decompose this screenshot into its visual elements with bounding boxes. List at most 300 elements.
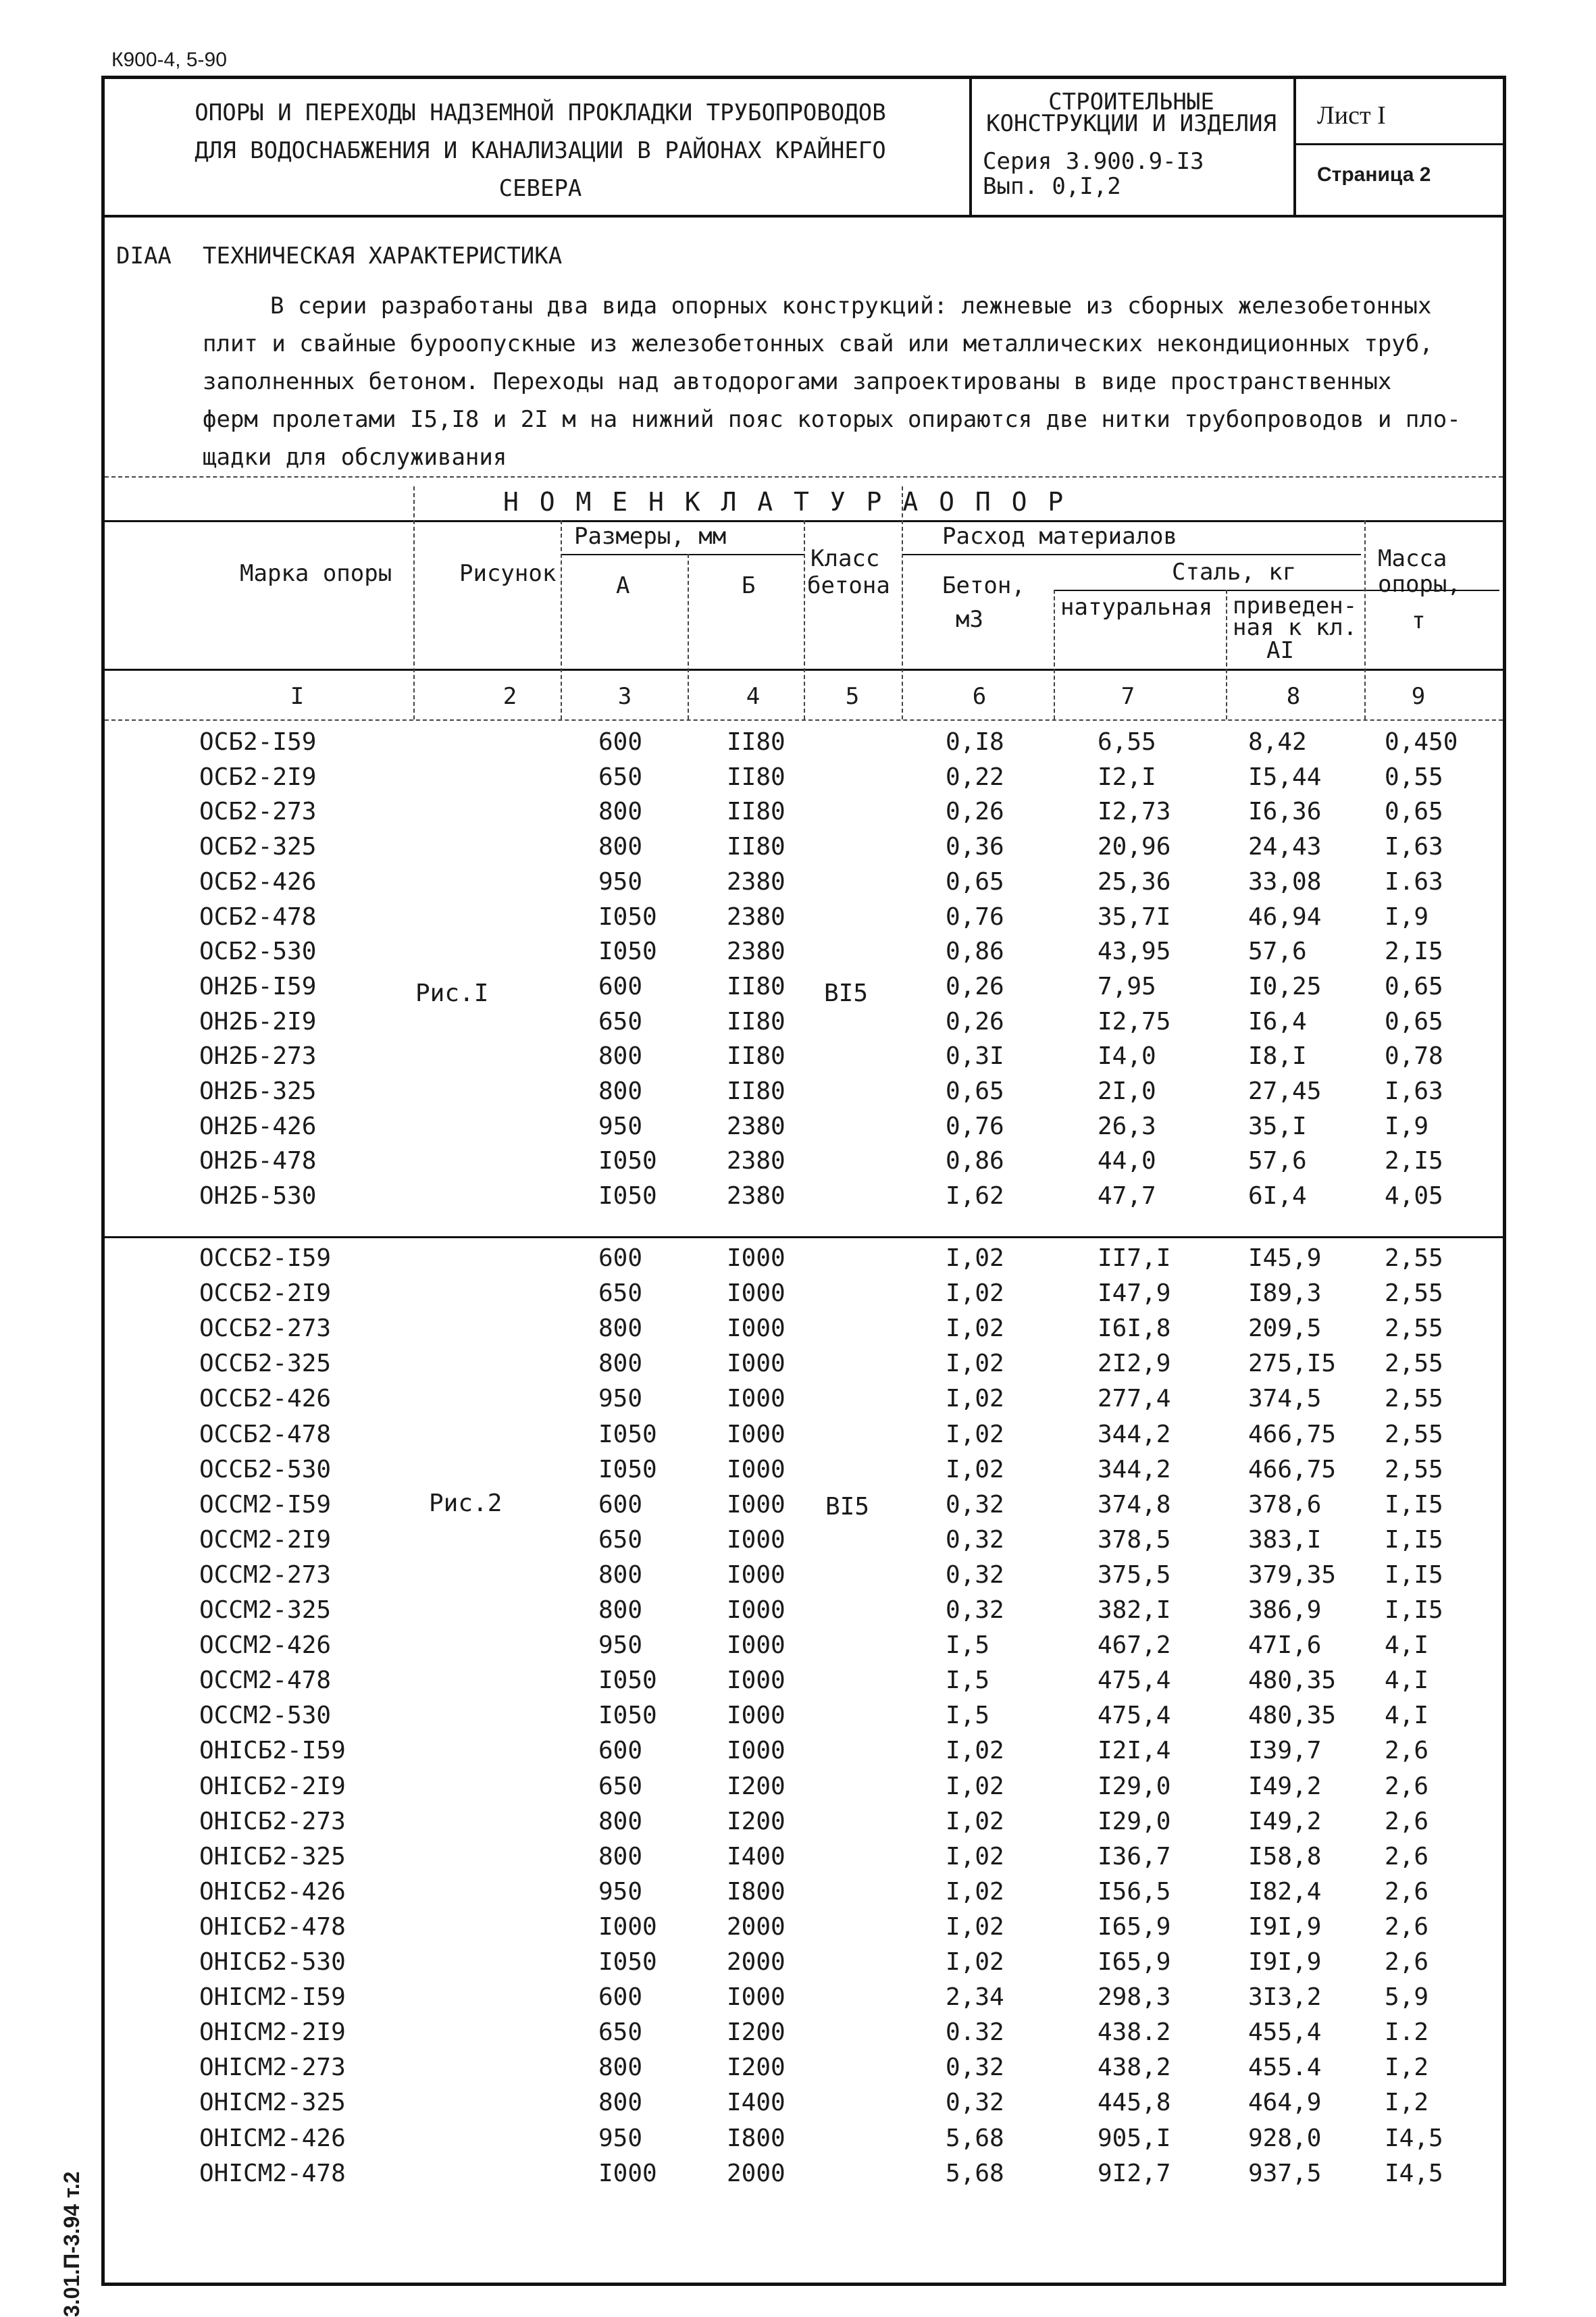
cell-a: 950 xyxy=(598,1112,643,1140)
cell-steel-natural: 445,8 xyxy=(1098,2089,1171,2117)
table-row xyxy=(0,798,1596,833)
cell-steel-natural: 44,0 xyxy=(1098,1147,1156,1175)
cell-b: II80 xyxy=(727,798,786,826)
table-row xyxy=(0,1808,1596,1843)
table-row xyxy=(0,1596,1596,1631)
cell-mark: ОНIСБ2-426 xyxy=(199,1877,346,1906)
cell-mass: 2,6 xyxy=(1385,1772,1429,1800)
cell-mass: 4,I xyxy=(1385,1702,1429,1730)
cell-steel-natural: I47,9 xyxy=(1098,1279,1171,1308)
cell-b: I000 xyxy=(727,1737,786,1765)
cell-b: II80 xyxy=(727,833,786,861)
cell-a: 800 xyxy=(598,798,643,826)
cell-b: I800 xyxy=(727,2124,786,2152)
cell-steel-natural: I65,9 xyxy=(1098,1912,1171,1941)
cell-a: 600 xyxy=(598,1244,643,1272)
table-row xyxy=(0,1948,1596,1983)
cell-b: 2380 xyxy=(727,1147,786,1175)
header-reduced: ная к кл. xyxy=(1233,614,1358,641)
cell-a: I050 xyxy=(598,1182,657,1211)
cell-steel-reduced: 57,6 xyxy=(1248,1147,1307,1175)
cell-steel-natural: I36,7 xyxy=(1098,1842,1171,1870)
cell-steel-reduced: 57,6 xyxy=(1248,938,1307,966)
cell-mark: ОН2Б-2I9 xyxy=(199,1007,317,1036)
cell-concrete: I,02 xyxy=(946,1842,1004,1870)
cell-b: I200 xyxy=(727,1772,786,1800)
cell-mark: ОН2Б-325 xyxy=(199,1077,317,1105)
cell-concrete: I,02 xyxy=(946,1912,1004,1941)
cell-a: I050 xyxy=(598,1666,657,1695)
cell-mark: ОСБ2-I59 xyxy=(199,728,317,756)
cell-concrete: 0,26 xyxy=(946,798,1004,826)
cell-mark: ОССМ2-273 xyxy=(199,1560,332,1589)
cell-a: 800 xyxy=(598,2089,643,2117)
cell-mass: 2,55 xyxy=(1385,1420,1443,1448)
cell-steel-reduced: 35,I xyxy=(1248,1112,1307,1140)
cell-mark: ОССБ2-I59 xyxy=(199,1244,332,1272)
cell-mass: I,2 xyxy=(1385,2089,1429,2117)
cell-steel-reduced: 3I3,2 xyxy=(1248,1983,1322,2012)
cell-steel-natural: I29,0 xyxy=(1098,1807,1171,1835)
cell-concrete: I,02 xyxy=(946,1948,1004,1976)
cell-mark: ОН2Б-530 xyxy=(199,1182,317,1211)
cell-steel-natural: 47,7 xyxy=(1098,1182,1156,1211)
table-row xyxy=(0,1561,1596,1596)
cell-concrete: 0,76 xyxy=(946,1112,1004,1140)
table-row xyxy=(0,1147,1596,1182)
header-steel: Сталь, кг xyxy=(1172,559,1297,586)
cell-b: I000 xyxy=(727,1596,786,1624)
cell-mass: 2,6 xyxy=(1385,1807,1429,1835)
cell-mark: ОССБ2-530 xyxy=(199,1455,332,1483)
cell-a: 800 xyxy=(598,1560,643,1589)
cell-steel-reduced: I49,2 xyxy=(1248,1772,1322,1800)
col-sep xyxy=(1054,590,1055,719)
cell-steel-reduced: 455,4 xyxy=(1248,2018,1322,2047)
cell-steel-reduced: I45,9 xyxy=(1248,1244,1322,1272)
table-row xyxy=(0,1843,1596,1878)
stamp-divider xyxy=(1293,76,1296,215)
cell-mark: ОНIСМ2-325 xyxy=(199,2089,346,2117)
header-mass: опоры, xyxy=(1378,571,1461,598)
cell-b: I000 xyxy=(727,1983,786,2012)
cell-concrete: 2,34 xyxy=(946,1983,1004,2012)
cell-steel-natural: 9I2,7 xyxy=(1098,2159,1171,2187)
cell-b: I400 xyxy=(727,1842,786,1870)
table-row xyxy=(0,1008,1596,1043)
cell-concrete: 0,32 xyxy=(946,2089,1004,2117)
cell-mass: I4,5 xyxy=(1385,2124,1443,2152)
cell-mark: ОССМ2-I59 xyxy=(199,1490,332,1519)
cell-steel-reduced: I9I,9 xyxy=(1248,1912,1322,1941)
page-number: Страница 2 xyxy=(1317,163,1431,186)
col-number: I xyxy=(290,683,305,710)
header-concrete-unit: м3 xyxy=(956,606,983,633)
cell-steel-reduced: 374,5 xyxy=(1248,1385,1322,1413)
header-reduced: приведен- xyxy=(1233,592,1358,619)
stamp-title-line: СЕВЕРА xyxy=(498,175,582,202)
table-row xyxy=(0,2089,1596,2124)
table-row xyxy=(0,1913,1596,1948)
col-number: 6 xyxy=(972,683,987,710)
cell-steel-natural: I2,73 xyxy=(1098,798,1171,826)
table-row xyxy=(0,1077,1596,1113)
table-row xyxy=(0,1315,1596,1350)
cell-concrete: I,02 xyxy=(946,1737,1004,1765)
cell-steel-reduced: 928,0 xyxy=(1248,2124,1322,2152)
cell-steel-reduced: 8,42 xyxy=(1248,728,1307,756)
cell-mark: ОСБ2-273 xyxy=(199,798,317,826)
cell-steel-natural: 438.2 xyxy=(1098,2018,1171,2047)
cell-steel-natural: II7,I xyxy=(1098,1244,1171,1272)
cell-concrete: I,5 xyxy=(946,1631,990,1660)
cell-mark: ОН2Б-273 xyxy=(199,1042,317,1071)
paragraph-line: ферм пролетами I5,I8 и 2I м на нижний пояс которых опираются две нитки трубопроводов и пло- xyxy=(203,406,1461,433)
cell-steel-natural: I2,I xyxy=(1098,763,1156,791)
cell-a: 800 xyxy=(598,1042,643,1071)
cell-a: I050 xyxy=(598,1420,657,1448)
cell-mark: ОССМ2-325 xyxy=(199,1596,332,1624)
cell-concrete: 0.32 xyxy=(946,2018,1004,2047)
cell-steel-reduced: 466,75 xyxy=(1248,1420,1337,1448)
cell-concrete: 0,32 xyxy=(946,1490,1004,1519)
cell-steel-reduced: 386,9 xyxy=(1248,1596,1322,1624)
col-sep xyxy=(688,554,689,719)
cell-steel-reduced: 46,94 xyxy=(1248,902,1322,931)
header-mass-unit: т xyxy=(1412,607,1426,634)
cell-mark: ОСБ2-325 xyxy=(199,833,317,861)
cell-steel-reduced: 455.4 xyxy=(1248,2054,1322,2082)
cell-b: I000 xyxy=(727,1631,786,1660)
sheet-number: Лист I xyxy=(1317,101,1386,130)
cell-mark: ОН2Б-426 xyxy=(199,1112,317,1140)
cell-steel-reduced: 480,35 xyxy=(1248,1666,1337,1695)
table-caption: Н О М Е Н К Л А Т У Р А О П О Р xyxy=(503,487,1066,517)
cell-steel-reduced: 24,43 xyxy=(1248,833,1322,861)
cell-b: I000 xyxy=(727,1560,786,1589)
cell-steel-natural: I29,0 xyxy=(1098,1772,1171,1800)
cell-a: 800 xyxy=(598,1842,643,1870)
cell-mass: 2,I5 xyxy=(1385,938,1443,966)
description-paragraph xyxy=(203,287,1486,476)
cell-mark: ОН2Б-478 xyxy=(199,1147,317,1175)
cell-mass: 2,6 xyxy=(1385,1842,1429,1870)
cell-mass: 2,I5 xyxy=(1385,1147,1443,1175)
cell-mass: 4,I xyxy=(1385,1631,1429,1660)
cell-concrete: I,02 xyxy=(946,1244,1004,1272)
table-row xyxy=(0,1042,1596,1077)
cell-steel-natural: I65,9 xyxy=(1098,1948,1171,1976)
cell-b: I000 xyxy=(727,1315,786,1343)
cell-mass: 0,65 xyxy=(1385,1007,1443,1036)
cell-steel-natural: 7,95 xyxy=(1098,972,1156,1000)
cell-concrete: I,02 xyxy=(946,1315,1004,1343)
cell-steel-natural: 467,2 xyxy=(1098,1631,1171,1660)
cell-steel-reduced: I49,2 xyxy=(1248,1807,1322,1835)
cell-concrete: I,62 xyxy=(946,1182,1004,1211)
cell-mass: I,63 xyxy=(1385,833,1443,861)
cell-steel-natural: 475,4 xyxy=(1098,1666,1171,1695)
cell-mark: ОНIСБ2-2I9 xyxy=(199,1772,346,1800)
cell-a: 600 xyxy=(598,728,643,756)
cell-a: I000 xyxy=(598,1912,657,1941)
cell-mark: ОССБ2-478 xyxy=(199,1420,332,1448)
table-row xyxy=(0,1421,1596,1456)
cell-mass: 2,55 xyxy=(1385,1244,1443,1272)
col-number: 5 xyxy=(845,683,860,710)
cell-b: I000 xyxy=(727,1490,786,1519)
cell-b: I000 xyxy=(727,1244,786,1272)
cell-b: II80 xyxy=(727,972,786,1000)
cell-mark: ОССМ2-426 xyxy=(199,1631,332,1660)
cell-concrete: I,02 xyxy=(946,1350,1004,1378)
rule xyxy=(105,476,1503,478)
header-materials: Расход материалов xyxy=(942,523,1177,550)
header-b: Б xyxy=(742,572,756,599)
cell-b: 2380 xyxy=(727,902,786,931)
table-rule xyxy=(105,1236,1503,1238)
col-sep xyxy=(1364,520,1366,719)
cell-mass: I,I5 xyxy=(1385,1490,1443,1519)
cell-a: I050 xyxy=(598,1948,657,1976)
cell-mass: 2,6 xyxy=(1385,1912,1429,1941)
cell-mass: 0,450 xyxy=(1385,728,1458,756)
cell-steel-natural: 26,3 xyxy=(1098,1112,1156,1140)
cell-mass: 2,55 xyxy=(1385,1455,1443,1483)
table-row xyxy=(0,1526,1596,1561)
cell-a: I050 xyxy=(598,938,657,966)
stamp-series: Серия 3.900.9-I3 xyxy=(983,148,1204,175)
table-row xyxy=(0,1773,1596,1808)
col-sep xyxy=(413,486,415,719)
cell-steel-natural: I56,5 xyxy=(1098,1877,1171,1906)
cell-b: 2380 xyxy=(727,867,786,896)
cell-a: 600 xyxy=(598,972,643,1000)
col-number: 2 xyxy=(503,683,517,710)
stamp-divider xyxy=(969,76,972,215)
table-row xyxy=(0,1182,1596,1217)
header-class: Класс xyxy=(810,545,880,572)
group2-figure: Рис.2 xyxy=(429,1490,503,1517)
table-row xyxy=(0,1878,1596,1913)
cell-a: 600 xyxy=(598,1737,643,1765)
header-reduced: AI xyxy=(1266,637,1294,664)
cell-steel-natural: 2I,0 xyxy=(1098,1077,1156,1105)
cell-concrete: 0,32 xyxy=(946,1525,1004,1554)
cell-a: I000 xyxy=(598,2159,657,2187)
cell-b: I000 xyxy=(727,1525,786,1554)
col-number: 3 xyxy=(617,683,632,710)
cell-mark: ОССБ2-325 xyxy=(199,1350,332,1378)
table-row xyxy=(0,2124,1596,2160)
cell-concrete: I,02 xyxy=(946,1385,1004,1413)
cell-a: 950 xyxy=(598,1877,643,1906)
cell-b: 2000 xyxy=(727,1912,786,1941)
cell-steel-natural: 374,8 xyxy=(1098,1490,1171,1519)
cell-mark: ОССБ2-2I9 xyxy=(199,1279,332,1308)
cell-mass: 2,6 xyxy=(1385,1948,1429,1976)
cell-a: I050 xyxy=(598,1455,657,1483)
document-ref: К900-4, 5-90 xyxy=(111,49,227,71)
cell-steel-reduced: I6,4 xyxy=(1248,1007,1307,1036)
cell-b: I400 xyxy=(727,2089,786,2117)
table-row xyxy=(0,2018,1596,2054)
cell-a: 800 xyxy=(598,1807,643,1835)
cell-a: I050 xyxy=(598,1702,657,1730)
cell-mark: ОНIСБ2-I59 xyxy=(199,1737,346,1765)
cell-concrete: 0,32 xyxy=(946,2054,1004,2082)
cell-mass: I,9 xyxy=(1385,902,1429,931)
cell-mass: I,I5 xyxy=(1385,1525,1443,1554)
cell-a: I050 xyxy=(598,1147,657,1175)
stamp-issue: Вып. 0,I,2 xyxy=(983,173,1121,200)
table-row xyxy=(0,2054,1596,2089)
cell-steel-reduced: I82,4 xyxy=(1248,1877,1322,1906)
cell-concrete: 0,86 xyxy=(946,938,1004,966)
table-row xyxy=(0,1491,1596,1526)
stamp-divider xyxy=(1293,143,1506,145)
cell-concrete: 0,36 xyxy=(946,833,1004,861)
table-row xyxy=(0,728,1596,763)
cell-concrete: 0,32 xyxy=(946,1560,1004,1589)
cell-steel-reduced: 383,I xyxy=(1248,1525,1322,1554)
cell-a: 650 xyxy=(598,1525,643,1554)
cell-a: 600 xyxy=(598,1983,643,2012)
cell-steel-natural: 43,95 xyxy=(1098,938,1171,966)
group1-figure: Рис.I xyxy=(415,979,489,1007)
cell-steel-natural: 344,2 xyxy=(1098,1420,1171,1448)
cell-b: II80 xyxy=(727,728,786,756)
cell-mass: 0,65 xyxy=(1385,972,1443,1000)
cell-mass: I,I5 xyxy=(1385,1560,1443,1589)
table-rule xyxy=(561,554,804,555)
cell-b: I000 xyxy=(727,1420,786,1448)
cell-mark: ОССМ2-530 xyxy=(199,1702,332,1730)
cell-concrete: I,02 xyxy=(946,1772,1004,1800)
table-rule xyxy=(105,719,1503,721)
cell-steel-natural: 35,7I xyxy=(1098,902,1171,931)
paragraph-line: заполненных бетоном. Переходы над автодорогами запроектированы в виде пространственных xyxy=(203,368,1392,395)
cell-mark: ОСБ2-426 xyxy=(199,867,317,896)
cell-b: I000 xyxy=(727,1385,786,1413)
header-concrete: Бетон, xyxy=(942,572,1025,599)
cell-mark: ОНIСМ2-273 xyxy=(199,2054,346,2082)
cell-mark: ОНIСМ2-I59 xyxy=(199,1983,346,2012)
cell-steel-reduced: 466,75 xyxy=(1248,1455,1337,1483)
table-row xyxy=(0,1631,1596,1666)
cell-concrete: 5,68 xyxy=(946,2124,1004,2152)
cell-mass: 5,9 xyxy=(1385,1983,1429,2012)
cell-mark: ОССМ2-478 xyxy=(199,1666,332,1695)
cell-b: II80 xyxy=(727,763,786,791)
table-row xyxy=(0,1456,1596,1491)
cell-a: 650 xyxy=(598,1007,643,1036)
cell-concrete: 0,32 xyxy=(946,1596,1004,1624)
cell-b: I000 xyxy=(727,1455,786,1483)
cell-steel-reduced: I89,3 xyxy=(1248,1279,1322,1308)
table-row xyxy=(0,1702,1596,1737)
cell-steel-reduced: I9I,9 xyxy=(1248,1948,1322,1976)
cell-steel-natural: 382,I xyxy=(1098,1596,1171,1624)
cell-mass: 2,55 xyxy=(1385,1279,1443,1308)
paragraph-line: В серии разработаны два вида опорных конструкций: лежневые из сборных железобетонных xyxy=(270,292,1432,320)
col-number: 9 xyxy=(1411,683,1426,710)
header-sizes: Размеры, мм xyxy=(574,523,727,550)
cell-steel-reduced: I58,8 xyxy=(1248,1842,1322,1870)
cell-b: I200 xyxy=(727,2054,786,2082)
cell-a: 800 xyxy=(598,2054,643,2082)
cell-steel-reduced: 275,I5 xyxy=(1248,1350,1337,1378)
cell-mass: I.2 xyxy=(1385,2018,1429,2047)
cell-mark: ОСБ2-530 xyxy=(199,938,317,966)
cell-a: 800 xyxy=(598,1077,643,1105)
cell-mass: 2,55 xyxy=(1385,1315,1443,1343)
stamp-title-line: ДЛЯ ВОДОСНАБЖЕНИЯ И КАНАЛИЗАЦИИ В РАЙОНАХ КРАЙНЕГО xyxy=(195,137,886,164)
cell-mark: ОНIСБ2-530 xyxy=(199,1948,346,1976)
cell-concrete: I,02 xyxy=(946,1877,1004,1906)
cell-steel-reduced: I8,I xyxy=(1248,1042,1307,1071)
cell-a: 950 xyxy=(598,2124,643,2152)
cell-steel-natural: 20,96 xyxy=(1098,833,1171,861)
cell-a: 800 xyxy=(598,833,643,861)
cell-steel-natural: 277,4 xyxy=(1098,1385,1171,1413)
cell-a: 950 xyxy=(598,1631,643,1660)
cell-steel-natural: I2,75 xyxy=(1098,1007,1171,1036)
cell-concrete: I,02 xyxy=(946,1807,1004,1835)
table-row xyxy=(0,763,1596,798)
col-sep xyxy=(561,520,562,719)
cell-steel-natural: 375,5 xyxy=(1098,1560,1171,1589)
cell-concrete: 0,I8 xyxy=(946,728,1004,756)
table-row xyxy=(0,938,1596,973)
cell-steel-reduced: 33,08 xyxy=(1248,867,1322,896)
paragraph-line: плит и свайные буроопускные из железобетонных свай или металлических некондиционных труб, xyxy=(203,330,1433,357)
cell-mark: ОНIСМ2-426 xyxy=(199,2124,346,2152)
table-row xyxy=(0,1279,1596,1315)
cell-mark: ОНIСБ2-478 xyxy=(199,1912,346,1941)
cell-b: 2380 xyxy=(727,1182,786,1211)
cell-b: I000 xyxy=(727,1702,786,1730)
table-row xyxy=(0,833,1596,868)
cell-steel-reduced: 6I,4 xyxy=(1248,1182,1307,1211)
cell-a: 950 xyxy=(598,1385,643,1413)
col-sep xyxy=(902,486,903,719)
cell-concrete: 0,65 xyxy=(946,1077,1004,1105)
header-class: бетона xyxy=(807,572,890,599)
cell-steel-reduced: I6,36 xyxy=(1248,798,1322,826)
cell-mass: I,63 xyxy=(1385,1077,1443,1105)
table-row xyxy=(0,1244,1596,1279)
cell-mass: 2,55 xyxy=(1385,1385,1443,1413)
col-number: 4 xyxy=(746,683,761,710)
cell-b: I800 xyxy=(727,1877,786,1906)
cell-concrete: 0,86 xyxy=(946,1147,1004,1175)
cell-a: I050 xyxy=(598,902,657,931)
cell-a: 650 xyxy=(598,1772,643,1800)
paragraph-line: щадки для обслуживания xyxy=(203,444,507,471)
cell-b: I200 xyxy=(727,2018,786,2047)
cell-steel-reduced: 47I,6 xyxy=(1248,1631,1322,1660)
cell-steel-reduced: 27,45 xyxy=(1248,1077,1322,1105)
cell-steel-reduced: 209,5 xyxy=(1248,1315,1322,1343)
cell-steel-reduced: 378,6 xyxy=(1248,1490,1322,1519)
cell-mass: I4,5 xyxy=(1385,2159,1443,2187)
cell-a: 650 xyxy=(598,1279,643,1308)
col-sep xyxy=(804,520,805,719)
cell-mass: 2,55 xyxy=(1385,1350,1443,1378)
cell-steel-natural: 298,3 xyxy=(1098,1983,1171,2012)
cell-a: 650 xyxy=(598,763,643,791)
